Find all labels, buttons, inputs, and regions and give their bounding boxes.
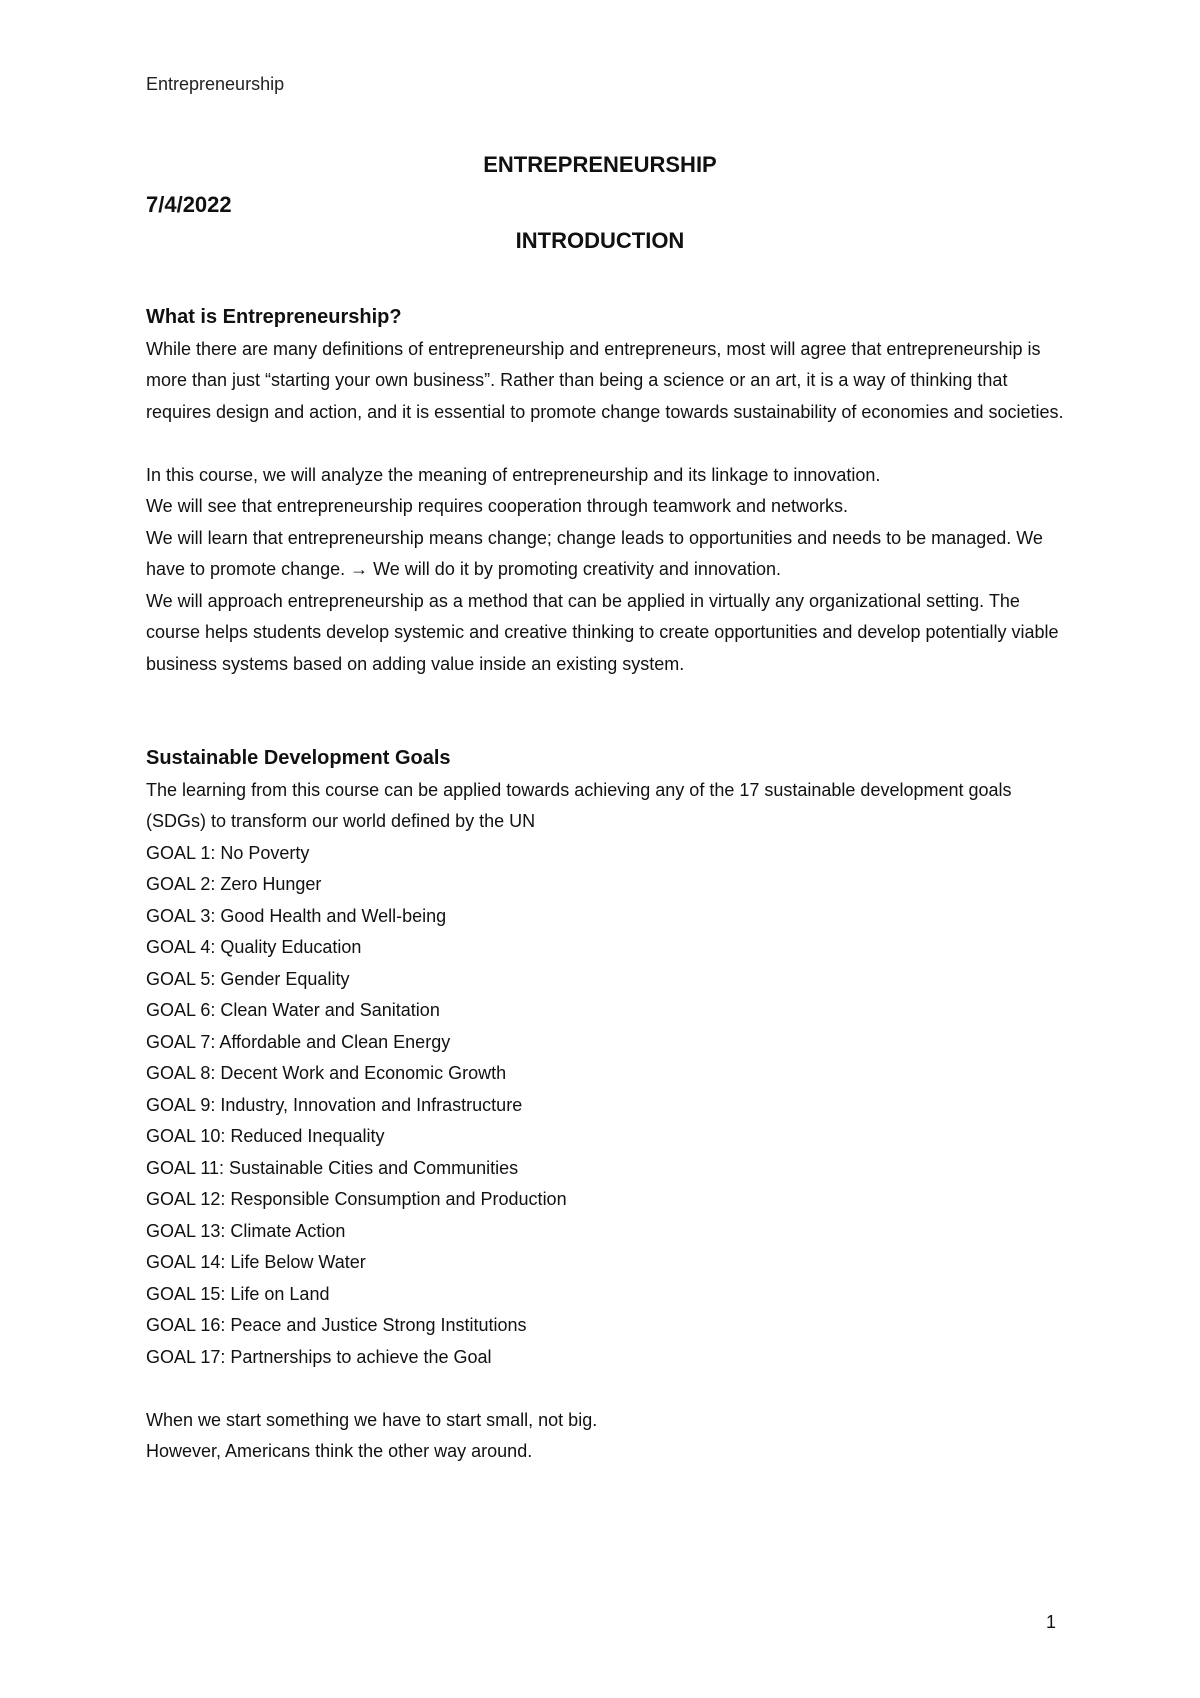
goal-item: GOAL 8: Decent Work and Economic Growth — [146, 1063, 507, 1083]
document-date: 7/4/2022 — [146, 192, 232, 217]
goal-item: GOAL 15: Life on Land — [146, 1283, 330, 1304]
goal-item: GOAL 6: Clean Water and Sanitation — [146, 1000, 440, 1020]
course-line-1: In this course, we will analyze the meaning of entrepreneurship and its linkage to innovation. — [146, 464, 881, 485]
closing-line-2: However, Americans think the other way around. — [146, 1441, 533, 1461]
paragraph-spacer — [146, 428, 1066, 460]
goal-item: GOAL 16: Peace and Justice Strong Institutions — [146, 1315, 527, 1335]
section-heading-sdg: Sustainable Development Goals — [146, 747, 451, 769]
sdg-goal-list — [146, 838, 1066, 1374]
goal-item: GOAL 13: Climate Action — [146, 1220, 346, 1241]
goal-item: GOAL 2: Zero Hunger — [146, 874, 322, 894]
section-heading-what-is-entrepreneurship: What is Entrepreneurship? — [146, 306, 402, 328]
closing-line-1: When we start something we have to start small, not big. — [146, 1409, 598, 1430]
sdg-intro-paragraph: The learning from this course can be applied towards achieving any of the 17 sustainable development goals (SDGs) to transform our world defined by the UN — [146, 779, 1012, 831]
paragraph-spacer — [146, 1373, 1066, 1405]
document-body — [146, 302, 1066, 1468]
section-spacer — [146, 680, 1066, 743]
document-subtitle: INTRODUCTION — [515, 228, 685, 253]
goal-item: GOAL 10: Reduced Inequality — [146, 1126, 385, 1146]
goal-item: GOAL 3: Good Health and Well-being — [146, 905, 447, 926]
running-header: Entrepreneurship — [146, 74, 285, 94]
goal-item: GOAL 9: Industry, Innovation and Infrastructure — [146, 1094, 523, 1115]
course-line-3: We will learn that entrepreneurship means change; change leads to opportunities and needs to be managed. We have to promote change. → We will do it by promoting creativity and innovation. — [146, 527, 1043, 579]
page-number: 1 — [1046, 1612, 1057, 1632]
goal-item: GOAL 17: Partnerships to achieve the Goal — [146, 1346, 492, 1367]
goal-item: GOAL 11: Sustainable Cities and Communities — [146, 1157, 519, 1178]
goal-item: GOAL 12: Responsible Consumption and Production — [146, 1189, 567, 1209]
course-line-2: We will see that entrepreneurship requires cooperation through teamwork and networks. — [146, 496, 849, 516]
course-line-4: We will approach entrepreneurship as a method that can be applied in virtually any organizational setting. The course helps students develop systemic and creative thinking to create opportunities and develop potentially viable business systems based on adding value inside an existing system. — [146, 590, 1059, 674]
document-title: ENTREPRENEURSHIP — [483, 152, 717, 177]
goal-item: GOAL 14: Life Below Water — [146, 1252, 366, 1272]
goal-item: GOAL 5: Gender Equality — [146, 968, 350, 989]
goal-item: GOAL 1: No Poverty — [146, 842, 310, 863]
goal-item: GOAL 7: Affordable and Clean Energy — [146, 1031, 451, 1052]
definition-paragraph: While there are many definitions of entrepreneurship and entrepreneurs, most will agree that entrepreneurship is more than just “starting your own business”. Rather than being a science or an art, it is a way of thinking that requires design and action, and it is essential to promote change towards sustainability of economies and societies. — [146, 338, 1064, 422]
goal-item: GOAL 4: Quality Education — [146, 937, 362, 957]
